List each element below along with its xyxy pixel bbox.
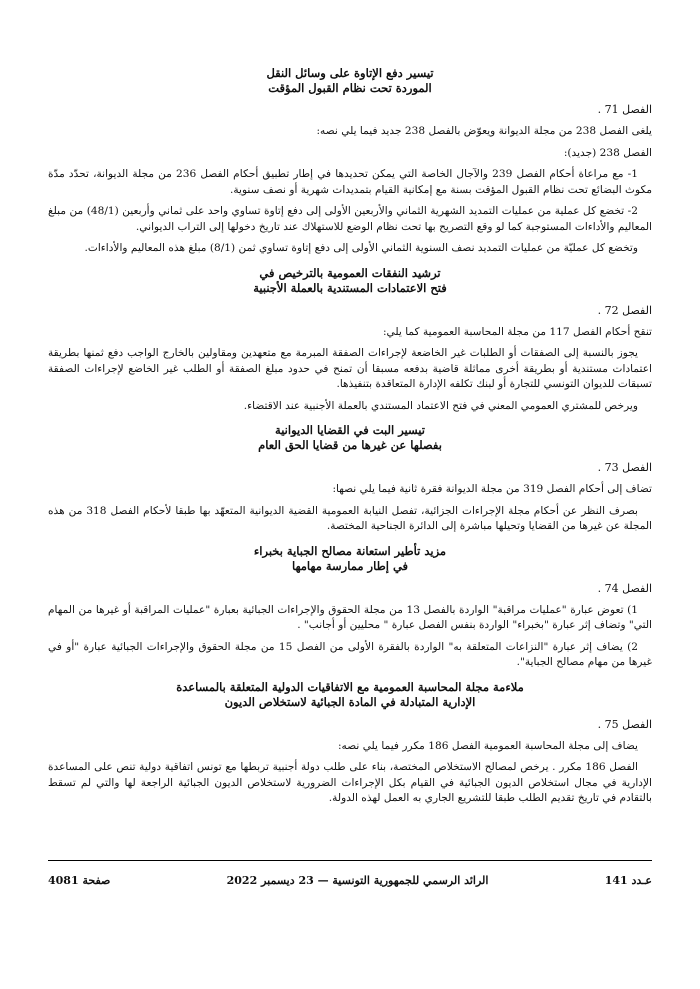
paragraph: الفصل 238 (جديد):	[563, 146, 652, 159]
section-title: ملاءمة مجلة المحاسبة العمومية مع الاتفاقيات الدولية المتعلقة بالمساعدة الإدارية المتبادلة في المادة الجبائية لاستخلاص الديون	[176, 679, 524, 709]
paragraph: 1) تعوض عبارة "عمليات مراقبة" الواردة بالفصل 13 من مجلة الحقوق والإجراءات الجبائية بعبارة "عمليات المراقبة أو غيرها من المهام التي" وتضاف إثر عبارة "بخبراء" الواردة بنفس الفصل عبارة " محليين أو أجانب" .	[48, 603, 652, 631]
paragraph: وتخضع كل عمليّة من عمليات التمديد نصف السنوية الثماني الأولى إلى دفع إتاوة تساوي ثمن (8/1) مبلغ هذه المعاليم والأداءات.	[84, 242, 638, 254]
paragraph: الفصل 186 مكرر . يرخص لمصالح الاستخلاص المختصة، بناء على طلب دولة أجنبية تربطها مع تونس اتفاقية دولية تنص على المساعدة الإدارية في مجال استخلاص الديون الجبائية في القيام بكل الإجراءات الضرورية لاستخلاص الديون الجبائية الراجعة لها والتي لم تسقط بالتقادم في تاريخ تقديم الطلب طبقا للتشريع الجاري به العمل لهذه الدولة.	[48, 761, 652, 804]
paragraph: يضاف إلى مجلة المحاسبة العمومية الفصل 186 مكرر فيما يلي نصه:	[337, 739, 638, 752]
chapter-label: الفصل 75 .	[597, 717, 652, 731]
chapter-label: الفصل 71 .	[597, 103, 652, 116]
paragraph: 2) يضاف إثر عبارة "النزاعات المتعلقة به" الواردة بالفقرة الأولى من الفصل 15 من مجلة الحقوق والإجراءات الجبائية عبارة "أو في غيرها من مهام مصالح الجباية".	[48, 640, 652, 668]
page-number: صفحة 4081	[48, 874, 111, 887]
section-title: تيسير البت في القضايا الديوانية بفصلها عن غيرها من قضايا الحق العام	[258, 423, 442, 452]
chapter-label: الفصل 74 .	[597, 581, 652, 595]
paragraph: يلغى الفصل 238 من مجلة الديوانة ويعوّض بالفصل 238 جديد فيما يلي نصه:	[316, 125, 652, 137]
paragraph: تضاف إلى أحكام الفصل 319 من مجلة الديوانة فقرة ثانية فيما يلي نصها:	[332, 483, 652, 495]
paragraph: 1- مع مراعاة أحكام الفصل 239 والآجال الخاصة التي يمكن تحديدها في إطار تطبيق أحكام الفصل 236 من مجلة الديوانة، تحدّد مدّة مكوث البضائع تحت نظام القبول المؤقت بسنة مع إمكانية القيام بتمديدات شهرية أو نصف سنوية.	[48, 168, 652, 196]
chapter-label: الفصل 73 .	[597, 461, 652, 474]
paragraph: ويرخص للمشتري العمومي المعني في فتح الاعتماد المستندي بالعملة الأجنبية عند الاقتضاء.	[243, 399, 638, 412]
issue-number: عـدد 141	[604, 874, 652, 887]
paragraph: يجوز بالنسبة إلى الصفقات أو الطلبات غير الخاضعة لإجراءات الصفقة المبرمة مع متعهدين ومقاولين بالخارج الواجب دفع ثمنها بطريقة اعتمادات مستندية أو بطريقة أخرى مماثلة قاضية بدفعه مسبقا أن تمنح في حدود مبلغ الصفقة أو الطلب غير الخاضع لإجراءات الصفقة تسبقات للديوان التونسي للتجارة أو لبنك تكلفه الإدارة المتعاقدة بتنفيذها.	[48, 347, 652, 390]
paragraph: تنقح أحكام الفصل 117 من مجلة المحاسبة العمومية كما يلي:	[382, 325, 652, 338]
chapter-label: الفصل 72 .	[597, 303, 652, 317]
paragraph: بصرف النظر عن أحكام مجلة الإجراءات الجزائية، تفصل النيابة العمومية القضية الديوانية المتعهّد بها طبقا لأحكام الفصل 318 من هذه المجلة عن غيرها من القضايا وتحيلها مباشرة إلى الدائرة الجناحية المختصة.	[48, 504, 652, 532]
section-title: ترشيد النفقات العمومية بالترخيص في فتح الاعتمادات المستندية بالعملة الأجنبية	[253, 265, 447, 295]
section-title: تيسير دفع الإتاوة على وسائل النقل الموردة تحت نظام القبول المؤقت	[266, 66, 434, 95]
page-footer	[48, 860, 652, 887]
paragraph: 2- تخضع كل عملية من عمليات التمديد الشهرية الثماني والأربعين الأولى إلى دفع إتاوة تساوي واحد على ثماني وأربعين (48/1) من مبلغ المعاليم والأداءات المستوجبة كما لو وقع التصريح بها تحت نظام الوضع للاستهلاك عند تاريخ دخولها إلى التراب الديواني.	[48, 205, 652, 233]
document-body	[48, 66, 652, 813]
journal-title-date: الرائد الرسمي للجمهورية التونسية — 23 ديسمبر 2022	[226, 874, 489, 887]
section-title: مزيد تأطير استعانة مصالح الجباية بخبراء في إطار ممارسة مهامها	[253, 543, 447, 573]
